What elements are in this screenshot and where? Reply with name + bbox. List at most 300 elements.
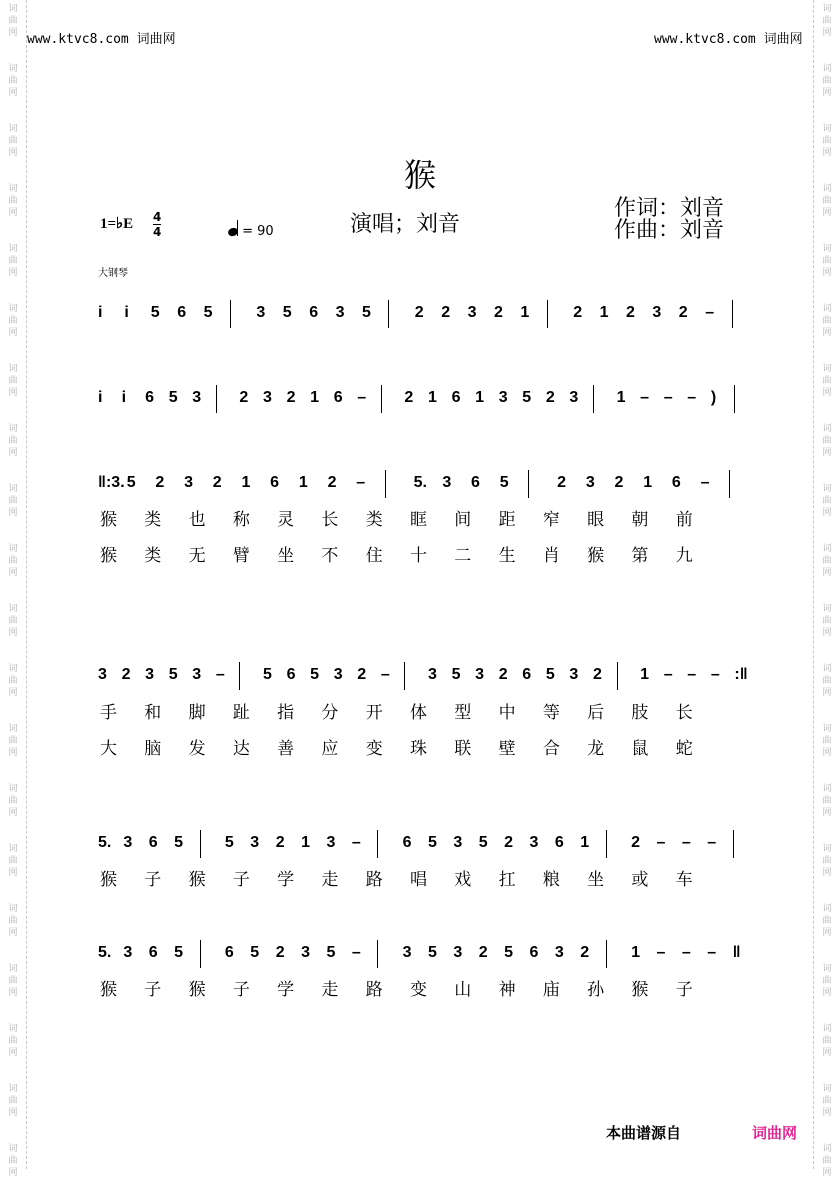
score-note: 3 <box>569 389 579 406</box>
score-note: – <box>710 666 720 683</box>
score-note: 1 <box>631 944 640 961</box>
watermark-glyph: 词 <box>822 304 832 314</box>
score-note: 5 <box>478 834 488 851</box>
watermark-glyph: 网 <box>822 508 832 518</box>
score-note: 2 <box>494 304 503 321</box>
score-note: 2 <box>275 834 285 851</box>
score-note: 2 <box>557 474 567 491</box>
watermark-glyph: 网 <box>822 868 832 878</box>
watermark-glyph: 词 <box>8 964 18 974</box>
watermark-glyph: 词 <box>822 904 832 914</box>
watermark-glyph: 网 <box>822 208 832 218</box>
watermark-glyph: 网 <box>8 1168 18 1178</box>
watermark-glyph: 词 <box>822 124 832 134</box>
lyric-char: 灵 <box>277 510 295 530</box>
lyric-char: 眶 <box>410 510 427 530</box>
lyric-char: 或 <box>631 870 649 890</box>
score-note: – <box>663 389 673 406</box>
lyric-char: 猴 <box>188 870 206 890</box>
lyric-line <box>95 865 745 890</box>
watermark-glyph: 词 <box>8 364 18 374</box>
score-note: 3 <box>402 944 412 961</box>
watermark-glyph: 词 <box>8 424 18 434</box>
bar-line <box>385 470 386 498</box>
lyric-char: 孙 <box>587 980 605 1000</box>
bar-line <box>733 830 734 858</box>
bar-line <box>617 662 618 690</box>
watermark-glyph: 词 <box>8 244 18 254</box>
score-note: i <box>124 304 129 321</box>
song-title: 猴 <box>403 156 436 194</box>
lyric-char: 子 <box>144 980 162 1000</box>
score-note: 3 <box>184 474 193 491</box>
score-note: – <box>351 944 361 961</box>
lyric-char: 山 <box>454 980 472 1000</box>
header-site-left: www.ktvc8.com 词曲网 <box>27 32 176 47</box>
watermark-glyph: 曲 <box>8 256 18 266</box>
lyric-char: 车 <box>675 870 693 890</box>
watermark-glyph: 曲 <box>822 1096 832 1106</box>
watermark-glyph: 词 <box>822 1144 832 1154</box>
score-note: 2 <box>593 666 602 683</box>
lyric-char: 学 <box>277 980 295 1000</box>
lyric-char: 朝 <box>631 510 649 530</box>
watermark-glyph: 网 <box>8 508 18 518</box>
singer-credit: 演唱；刘音 <box>350 212 461 237</box>
watermark-glyph: 网 <box>822 448 832 458</box>
tempo-mark <box>228 220 274 239</box>
lyric-char: 眼 <box>587 510 605 530</box>
watermark-glyph: 曲 <box>8 376 18 386</box>
score-note: 6 <box>671 474 681 491</box>
score-note: 5. <box>98 944 112 961</box>
time-signature <box>153 210 161 239</box>
score-note: 6 <box>148 944 158 961</box>
lyric-char: 中 <box>498 703 516 723</box>
lyric-char: 和 <box>144 703 162 723</box>
watermark-glyph: 词 <box>822 604 832 614</box>
watermark-glyph: 曲 <box>8 1096 18 1106</box>
watermark-glyph: 网 <box>822 988 832 998</box>
watermark-glyph: 词 <box>822 964 832 974</box>
score-note: 6 <box>224 944 234 961</box>
score-note: 3 <box>442 474 452 491</box>
bar-line <box>230 300 231 328</box>
score-note: 3 <box>145 666 155 683</box>
lyric-char: 猴 <box>188 980 206 1000</box>
lyric-char: 大 <box>100 739 117 759</box>
score-note: 5 <box>224 834 234 851</box>
watermark-glyph: 词 <box>8 1144 18 1154</box>
instrument-label: 大钢琴 <box>98 268 128 279</box>
lyric-char: 蛇 <box>675 739 693 759</box>
watermark-glyph: 网 <box>8 1108 18 1118</box>
score-note: 6 <box>402 834 412 851</box>
watermark-glyph: 词 <box>8 4 18 14</box>
watermark-glyph: 曲 <box>822 616 832 626</box>
score-note: 2 <box>631 834 640 851</box>
score-note: 5 <box>168 666 178 683</box>
score-note: – <box>656 944 666 961</box>
score-note: 5 <box>362 304 371 321</box>
lyric-char: 庙 <box>542 980 560 1000</box>
lyric-char: 前 <box>675 510 693 530</box>
score-note: 2 <box>441 304 451 321</box>
score-note: 3 <box>652 304 662 321</box>
lyric-char: 臂 <box>232 546 250 566</box>
score-note: 5 <box>250 944 260 961</box>
score-note: 1 <box>520 304 530 321</box>
watermark-glyph: 网 <box>822 1168 832 1178</box>
lyric-char: 二 <box>454 546 472 566</box>
bar-line <box>200 940 201 968</box>
watermark-glyph: 网 <box>8 988 18 998</box>
score-note: 6 <box>270 474 280 491</box>
watermark-glyph: 网 <box>8 928 18 938</box>
watermark-glyph: 曲 <box>822 16 832 26</box>
score-note: 2 <box>545 389 555 406</box>
bar-line <box>216 385 217 413</box>
watermark-glyph: 曲 <box>8 1036 18 1046</box>
score-note: i <box>98 304 103 321</box>
lyric-char: 唱 <box>410 870 427 890</box>
lyric-char: 戏 <box>454 870 472 890</box>
lyric-char: 不 <box>321 546 339 566</box>
watermark-glyph: 曲 <box>8 196 18 206</box>
lyric-char: 善 <box>277 739 295 759</box>
lyric-char: 类 <box>144 510 162 530</box>
watermark-glyph: 词 <box>8 784 18 794</box>
score-note: 3 <box>263 389 272 406</box>
score-note: – <box>705 304 715 321</box>
watermark-glyph: 网 <box>8 328 18 338</box>
watermark-glyph: 曲 <box>822 196 832 206</box>
score-note: 2 <box>357 666 367 683</box>
score-note: 5 <box>504 944 514 961</box>
lyric-char: 住 <box>365 546 383 566</box>
lyric-char: 路 <box>365 870 383 890</box>
watermark-glyph: 网 <box>822 268 832 278</box>
watermark-glyph: 网 <box>822 628 832 638</box>
tempo-value: = 90 <box>242 224 274 239</box>
watermark-glyph: 曲 <box>8 616 18 626</box>
watermark-glyph: 曲 <box>8 976 18 986</box>
watermark-glyph: 词 <box>822 544 832 554</box>
watermark-glyph: 词 <box>8 904 18 914</box>
watermark-glyph: 网 <box>8 1048 18 1058</box>
score-note: 3 <box>498 389 508 406</box>
watermark-glyph: 网 <box>8 568 18 578</box>
score-note: 3 <box>475 666 485 683</box>
lyric-char: 开 <box>365 703 383 723</box>
watermark-glyph: 网 <box>8 688 18 698</box>
lyric-line <box>95 505 745 530</box>
lyric-char: 走 <box>321 870 339 890</box>
score-note: – <box>357 389 367 406</box>
watermark-glyph: 词 <box>8 1024 18 1034</box>
score-note: 5 <box>499 474 509 491</box>
bar-line <box>404 662 405 690</box>
lyric-char: 猴 <box>100 546 117 566</box>
score-note: 3 <box>123 834 133 851</box>
lyric-char: 猴 <box>100 510 117 530</box>
score-note: 6 <box>177 304 187 321</box>
score-note: 6 <box>554 834 564 851</box>
score-note: 5 <box>126 474 136 491</box>
watermark-glyph: 网 <box>822 1048 832 1058</box>
watermark-glyph: 网 <box>8 388 18 398</box>
score-note: – <box>707 944 717 961</box>
score-note: 3 <box>529 834 539 851</box>
watermark-glyph: 曲 <box>822 1036 832 1046</box>
score-note: i <box>98 389 103 406</box>
lyric-char: 猴 <box>100 870 117 890</box>
watermark-glyph: 网 <box>8 268 18 278</box>
score-note: 2 <box>498 666 508 683</box>
lyric-char: 珠 <box>410 739 427 759</box>
score-row <box>90 940 760 970</box>
bar-line <box>606 830 607 858</box>
score-note: 5 <box>282 304 292 321</box>
watermark-glyph: 曲 <box>8 736 18 746</box>
bar-line <box>239 662 240 690</box>
watermark-glyph: 词 <box>8 1084 18 1094</box>
lyric-char: 窄 <box>542 510 560 530</box>
score-note: 2 <box>212 474 222 491</box>
score-note: 1 <box>616 389 626 406</box>
score-note: 5 <box>203 304 213 321</box>
score-note: 2 <box>239 389 249 406</box>
footer-source-label: 本曲谱源自 <box>606 1124 682 1142</box>
bar-line <box>200 830 201 858</box>
watermark-glyph: 词 <box>822 664 832 674</box>
lyric-char: 壁 <box>498 739 516 759</box>
watermark-glyph: 网 <box>8 628 18 638</box>
score-note: 3 <box>256 304 266 321</box>
lyric-char: 类 <box>365 510 383 530</box>
score-note: 3 <box>326 834 336 851</box>
lyricist-credit: 作词：刘音 <box>614 196 725 221</box>
watermark-glyph: 词 <box>822 364 832 374</box>
lyric-char: 粮 <box>542 870 560 890</box>
score-note: – <box>356 474 366 491</box>
score-note: 2 <box>121 666 131 683</box>
score-note: 6 <box>522 666 532 683</box>
bar-line <box>547 300 548 328</box>
score-note: ) <box>710 389 717 406</box>
watermark-glyph: 词 <box>8 64 18 74</box>
lyric-char: 无 <box>188 546 206 566</box>
lyric-char: 肖 <box>542 546 560 566</box>
lyric-char: 达 <box>232 739 250 759</box>
bar-line <box>388 300 389 328</box>
watermark-glyph: 曲 <box>8 796 18 806</box>
score-row <box>90 385 760 415</box>
bar-line <box>734 385 735 413</box>
score-note: 3 <box>428 666 437 683</box>
watermark-glyph: 曲 <box>8 316 18 326</box>
watermark-glyph: 曲 <box>8 1156 18 1166</box>
watermark-glyph: 网 <box>822 1108 832 1118</box>
bar-line <box>732 300 733 328</box>
lyric-line <box>95 541 745 566</box>
lyric-char: 脑 <box>144 739 162 759</box>
lyric-char: 应 <box>321 739 339 759</box>
watermark-glyph: 词 <box>8 304 18 314</box>
lyric-char: 第 <box>631 546 649 566</box>
watermark-glyph: 曲 <box>822 136 832 146</box>
lyric-char: 变 <box>410 980 427 1000</box>
score-note: 5 <box>310 666 320 683</box>
lyric-char: 神 <box>498 980 516 1000</box>
bar-line <box>593 385 594 413</box>
score-note: 5 <box>428 944 437 961</box>
score-note: 5 <box>428 834 437 851</box>
lyric-char: 学 <box>277 870 295 890</box>
score-note: – <box>663 666 673 683</box>
score-note: 3 <box>569 666 579 683</box>
score-note: 2 <box>573 304 583 321</box>
score-note: 5. <box>98 834 112 851</box>
watermark-glyph: 词 <box>8 664 18 674</box>
score-note: 2 <box>414 304 424 321</box>
lyric-char: 子 <box>675 980 693 1000</box>
score-note: 1 <box>241 474 251 491</box>
score-note: 3 <box>98 666 107 683</box>
score-note: – <box>215 666 225 683</box>
score-note: 6 <box>451 389 461 406</box>
lyric-char: 鼠 <box>631 739 649 759</box>
watermark-glyph: 曲 <box>8 136 18 146</box>
score-note: 1 <box>599 304 609 321</box>
watermark-glyph: 曲 <box>8 16 18 26</box>
watermark-glyph: 曲 <box>822 256 832 266</box>
watermark-glyph: 曲 <box>8 556 18 566</box>
footer-site-name: 词曲网 <box>752 1124 798 1142</box>
score-note: 2 <box>404 389 414 406</box>
lyric-char: 龙 <box>587 739 605 759</box>
score-note: 3 <box>250 834 260 851</box>
score-row <box>90 830 760 860</box>
score-note: 2 <box>614 474 624 491</box>
score-note: – <box>687 666 697 683</box>
lyric-line <box>95 734 745 759</box>
watermark-glyph: 词 <box>8 124 18 134</box>
watermark-glyph: 曲 <box>8 436 18 446</box>
watermark-glyph: 网 <box>822 748 832 758</box>
score-note: 2 <box>626 304 635 321</box>
lyric-char: 分 <box>321 703 339 723</box>
score-note: 6 <box>286 666 296 683</box>
quarter-note-icon <box>227 227 239 238</box>
score-note: 1 <box>580 834 590 851</box>
score-note: 5 <box>150 304 160 321</box>
lyric-char: 肢 <box>631 703 649 723</box>
watermark-glyph: 词 <box>8 724 18 734</box>
score-note: 2 <box>580 944 590 961</box>
lyric-char: 等 <box>542 703 560 723</box>
bar-line <box>606 940 607 968</box>
watermark-glyph: 网 <box>822 928 832 938</box>
watermark-glyph: 词 <box>822 1084 832 1094</box>
watermark-glyph: 网 <box>8 208 18 218</box>
watermark-glyph: 词 <box>8 844 18 854</box>
watermark-glyph: 网 <box>8 868 18 878</box>
score-note: – <box>700 474 710 491</box>
watermark-glyph: 网 <box>822 28 832 38</box>
lyric-char: 距 <box>498 510 516 530</box>
watermark-glyph: 词 <box>822 424 832 434</box>
lyric-char: 长 <box>675 703 693 723</box>
watermark-glyph: 曲 <box>822 556 832 566</box>
score-note: 6 <box>309 304 319 321</box>
score-note: – <box>380 666 390 683</box>
watermark-glyph: 曲 <box>822 916 832 926</box>
score-note: 1 <box>475 389 485 406</box>
lyric-char: 坐 <box>277 546 295 566</box>
score-note: 3 <box>192 389 202 406</box>
score-note: 1 <box>643 474 653 491</box>
score-note: 5 <box>174 834 184 851</box>
lyric-char: 生 <box>498 546 516 566</box>
score-note: 6 <box>148 834 158 851</box>
score-note: 2 <box>155 474 165 491</box>
score-note: 2 <box>678 304 688 321</box>
score-note: i <box>121 389 127 406</box>
watermark-glyph: 曲 <box>822 316 832 326</box>
score-note: 3 <box>301 944 310 961</box>
watermark-glyph: 网 <box>8 88 18 98</box>
watermark-glyph: 词 <box>822 784 832 794</box>
lyric-char: 联 <box>454 739 472 759</box>
score-note: 6 <box>529 944 539 961</box>
watermark-glyph: 词 <box>822 184 832 194</box>
score-note: 5 <box>451 666 461 683</box>
lyric-char: 合 <box>542 739 560 759</box>
score-note: 3 <box>333 666 343 683</box>
key-signature: 1=♭E <box>100 216 134 232</box>
lyric-char: 猴 <box>100 980 117 1000</box>
score-note: – <box>681 944 691 961</box>
watermark-glyph: 网 <box>822 148 832 158</box>
lyric-char: 称 <box>232 510 250 530</box>
watermark-glyph: 曲 <box>8 856 18 866</box>
bar-line <box>381 385 382 413</box>
lyric-char: 后 <box>587 703 605 723</box>
lyric-char: 间 <box>454 510 472 530</box>
lyric-char: 类 <box>144 546 162 566</box>
lyric-char: 走 <box>321 980 339 1000</box>
score-note: 6 <box>471 474 480 491</box>
score-row <box>90 662 760 692</box>
watermark-glyph: 词 <box>822 64 832 74</box>
watermark-glyph: 曲 <box>8 916 18 926</box>
lyric-char: 指 <box>277 703 295 723</box>
lyric-char: 手 <box>100 703 117 723</box>
watermark-glyph: 网 <box>8 808 18 818</box>
lyric-char: 发 <box>188 739 206 759</box>
header-site-right: www.ktvc8.com 词曲网 <box>654 32 803 47</box>
watermark-glyph: 词 <box>822 4 832 14</box>
watermark-glyph: 网 <box>822 688 832 698</box>
score-note: – <box>640 389 650 406</box>
score-note: 3 <box>123 944 133 961</box>
score-note: 5 <box>522 389 532 406</box>
score-note: – <box>656 834 666 851</box>
score-note: 5. <box>413 474 427 491</box>
score-note: 5 <box>263 666 272 683</box>
score-note: 2 <box>286 389 296 406</box>
